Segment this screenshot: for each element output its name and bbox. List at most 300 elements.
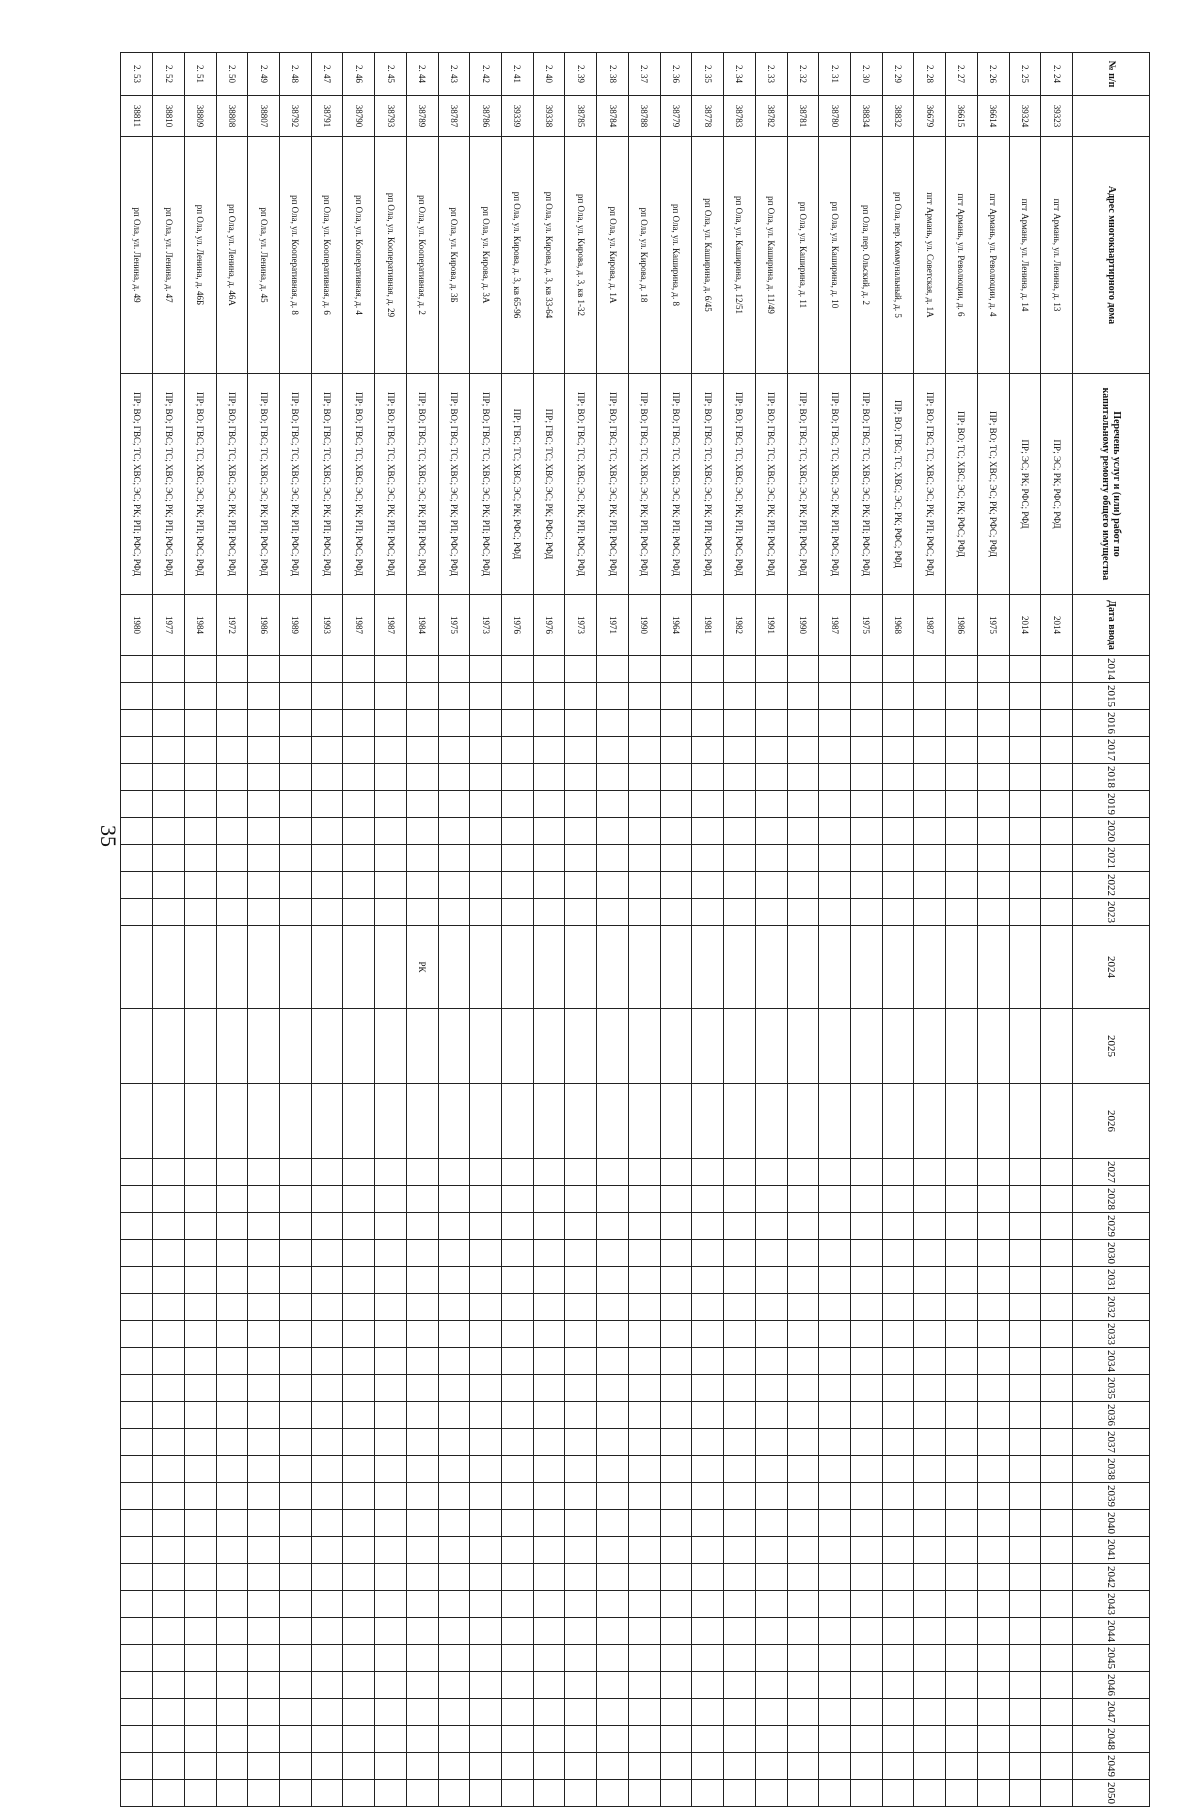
year-cell [153, 1186, 185, 1213]
year-cell [1041, 1186, 1073, 1213]
table-row [660, 53, 692, 1807]
house-id: 39339 [502, 96, 534, 137]
year-cell [850, 1186, 882, 1213]
year-cell [121, 818, 153, 845]
year-cell [597, 1213, 629, 1240]
year-cell [184, 1456, 216, 1483]
year-cell [121, 1672, 153, 1699]
year-cell [438, 683, 470, 710]
year-cell [280, 1159, 312, 1186]
house-id: 36615 [946, 96, 978, 137]
year-cell [946, 1402, 978, 1429]
year-cell [755, 1213, 787, 1240]
year-cell [597, 872, 629, 899]
house-id: 38789 [406, 96, 438, 137]
year-cell [977, 1753, 1009, 1780]
year-cell [692, 1618, 724, 1645]
year-cell [1041, 1321, 1073, 1348]
year-cell [311, 1537, 343, 1564]
year-cell [977, 710, 1009, 737]
header-year: 2048 [1073, 1726, 1150, 1753]
year-cell [153, 1672, 185, 1699]
year-cell [470, 656, 502, 683]
year-cell [470, 1510, 502, 1537]
year-cell [153, 1375, 185, 1402]
year-cell [628, 1672, 660, 1699]
year-cell [438, 764, 470, 791]
year-cell [375, 1780, 407, 1807]
year-cell [406, 899, 438, 926]
year-cell [882, 1240, 914, 1267]
year-cell [470, 710, 502, 737]
year-cell [692, 818, 724, 845]
year-cell [597, 710, 629, 737]
year-cell [977, 1084, 1009, 1159]
year-cell [184, 1267, 216, 1294]
header-year: 2045 [1073, 1645, 1150, 1672]
year-cell [311, 1753, 343, 1780]
year-cell [216, 656, 248, 683]
table-row [470, 53, 502, 1807]
year-cell [946, 1780, 978, 1807]
year-cell [533, 1780, 565, 1807]
year-cell [787, 1240, 819, 1267]
year-cell [787, 1348, 819, 1375]
year-cell [660, 683, 692, 710]
commission-year: 1975 [438, 595, 470, 656]
year-cell [406, 1084, 438, 1159]
year-cell [628, 1009, 660, 1084]
year-cell [882, 1267, 914, 1294]
year-cell [628, 1159, 660, 1186]
house-address: рп Ола, ул. Каширина, д. 6/45 [692, 137, 724, 374]
year-cell [1009, 764, 1041, 791]
year-cell [660, 656, 692, 683]
year-cell [882, 791, 914, 818]
year-cell [216, 1456, 248, 1483]
house-id: 38811 [121, 96, 153, 137]
year-cell [819, 1753, 851, 1780]
year-cell [216, 1348, 248, 1375]
year-cell [311, 1726, 343, 1753]
year-cell [850, 1726, 882, 1753]
year-cell [184, 1699, 216, 1726]
year-cell [597, 1186, 629, 1213]
row-number: 2. 26 [977, 53, 1009, 96]
year-cell [153, 1267, 185, 1294]
year-cell [343, 1699, 375, 1726]
works-list: ПР; ВО; ГВС; ТС; ХВС; ЭС; РК; РП; РФС; РФД [121, 374, 153, 595]
year-cell [533, 1429, 565, 1456]
year-cell [565, 1699, 597, 1726]
year-cell [121, 1726, 153, 1753]
year-cell [1041, 1348, 1073, 1375]
year-cell [660, 845, 692, 872]
year-cell [565, 1456, 597, 1483]
year-cell [755, 1348, 787, 1375]
year-cell [121, 1321, 153, 1348]
year-cell [660, 1645, 692, 1672]
year-cell [755, 1429, 787, 1456]
year-cell [819, 710, 851, 737]
year-cell [628, 1186, 660, 1213]
row-number: 2. 35 [692, 53, 724, 96]
year-cell [692, 1645, 724, 1672]
year-cell [438, 1321, 470, 1348]
year-cell [724, 1159, 756, 1186]
year-cell [660, 872, 692, 899]
year-cell [438, 1699, 470, 1726]
year-cell [850, 1483, 882, 1510]
year-cell [216, 899, 248, 926]
year-cell [533, 1402, 565, 1429]
header-works: Перечень услуг и (или) работ по капитальному ремонту общего имущества [1073, 374, 1150, 595]
year-cell [375, 1240, 407, 1267]
year-cell [470, 1294, 502, 1321]
year-cell [121, 926, 153, 1009]
works-list: ПР; ВО; ГВС; ТС; ХВС; ЭС; РК; РП; РФС; РФД [375, 374, 407, 595]
year-cell [755, 791, 787, 818]
year-cell [660, 791, 692, 818]
year-cell [946, 1240, 978, 1267]
year-cell [882, 1564, 914, 1591]
year-cell [248, 791, 280, 818]
year-cell [343, 1537, 375, 1564]
year-cell [914, 818, 946, 845]
year-cell [375, 1159, 407, 1186]
year-cell [850, 737, 882, 764]
year-cell [1041, 1402, 1073, 1429]
year-cell [882, 1321, 914, 1348]
year-cell [977, 1699, 1009, 1726]
year-cell [1009, 683, 1041, 710]
year-cell [438, 872, 470, 899]
header-year: 2021 [1073, 845, 1150, 872]
year-cell [311, 1564, 343, 1591]
works-list: ПР; ВО; ГВС; ТС; ХВС; ЭС; РК; РП; РФС; РФД [914, 374, 946, 595]
year-cell [597, 1591, 629, 1618]
year-cell [819, 926, 851, 1009]
year-cell [153, 1348, 185, 1375]
year-cell [755, 764, 787, 791]
year-cell [724, 1618, 756, 1645]
year-cell [311, 1186, 343, 1213]
works-list: ПР; ВО; ГВС; ТС; ХВС; ЭС; РК; РП; РФС; РФД [628, 374, 660, 595]
year-cell [153, 845, 185, 872]
year-cell [406, 1510, 438, 1537]
year-cell [692, 845, 724, 872]
year-cell [121, 1780, 153, 1807]
year-cell [628, 1483, 660, 1510]
year-cell [819, 1645, 851, 1672]
year-cell [1009, 1294, 1041, 1321]
year-cell [280, 683, 312, 710]
year-cell [914, 1645, 946, 1672]
year-cell [977, 1186, 1009, 1213]
year-cell [216, 1699, 248, 1726]
year-cell [1009, 1672, 1041, 1699]
year-cell [311, 1483, 343, 1510]
year-cell [375, 1084, 407, 1159]
year-cell [755, 926, 787, 1009]
year-cell [660, 899, 692, 926]
year-cell [660, 1429, 692, 1456]
year-cell [724, 1186, 756, 1213]
year-cell [692, 1159, 724, 1186]
year-cell [184, 764, 216, 791]
year-cell [438, 818, 470, 845]
year-cell [343, 1753, 375, 1780]
house-address: рп Ола, ул. Каширина, д. 11 [787, 137, 819, 374]
year-cell [533, 1348, 565, 1375]
year-cell [216, 1483, 248, 1510]
year-cell [280, 791, 312, 818]
year-cell [121, 1009, 153, 1084]
house-id: 36614 [977, 96, 1009, 137]
house-id: 38778 [692, 96, 724, 137]
year-cell [216, 1375, 248, 1402]
year-cell [375, 1483, 407, 1510]
year-cell [977, 818, 1009, 845]
year-cell [311, 764, 343, 791]
commission-year: 1984 [184, 595, 216, 656]
year-cell [660, 1375, 692, 1402]
year-cell [311, 899, 343, 926]
year-cell [946, 1753, 978, 1780]
year-cell [470, 1267, 502, 1294]
year-cell [660, 1726, 692, 1753]
row-number: 2. 41 [502, 53, 534, 96]
year-cell [406, 710, 438, 737]
year-cell [850, 1456, 882, 1483]
year-cell [597, 1537, 629, 1564]
year-cell [850, 1009, 882, 1084]
year-cell [1009, 1618, 1041, 1645]
year-cell [1041, 1591, 1073, 1618]
year-cell [533, 845, 565, 872]
year-cell [438, 1537, 470, 1564]
year-cell [597, 1753, 629, 1780]
house-address: рп Ола, ул. Каширина, д. 10 [819, 137, 851, 374]
year-cell [184, 1084, 216, 1159]
year-cell [121, 1456, 153, 1483]
year-cell [438, 1375, 470, 1402]
year-cell [946, 1564, 978, 1591]
year-cell [819, 1186, 851, 1213]
year-cell [470, 818, 502, 845]
year-cell [248, 1672, 280, 1699]
header-year: 2022 [1073, 872, 1150, 899]
row-number: 2. 48 [280, 53, 312, 96]
year-cell [533, 1483, 565, 1510]
year-cell [470, 1429, 502, 1456]
year-cell [248, 1348, 280, 1375]
year-cell [1009, 1375, 1041, 1402]
year-cell [850, 1618, 882, 1645]
year-cell [470, 1240, 502, 1267]
commission-year: 1990 [628, 595, 660, 656]
year-cell [406, 845, 438, 872]
year-cell [375, 1402, 407, 1429]
year-cell [882, 1402, 914, 1429]
header-year: 2030 [1073, 1240, 1150, 1267]
year-cell [406, 1699, 438, 1726]
works-list: ПР; ВО; ГВС; ТС; ХВС; ЭС; РК; РП; РФС; РФД [153, 374, 185, 595]
year-cell [565, 683, 597, 710]
rotated-table-frame [120, 52, 1150, 1804]
year-cell [565, 818, 597, 845]
year-cell [248, 1456, 280, 1483]
year-cell [470, 1483, 502, 1510]
year-cell [660, 1672, 692, 1699]
year-cell [946, 1321, 978, 1348]
year-cell [1009, 926, 1041, 1009]
year-cell [755, 1618, 787, 1645]
year-cell [311, 1294, 343, 1321]
year-cell [311, 1348, 343, 1375]
year-cell [660, 737, 692, 764]
year-cell [628, 1780, 660, 1807]
year-cell [565, 1510, 597, 1537]
year-cell [502, 1753, 534, 1780]
year-cell [502, 845, 534, 872]
year-cell [406, 1753, 438, 1780]
header-year: 2039 [1073, 1483, 1150, 1510]
year-cell [914, 1186, 946, 1213]
works-list: ПР; ГВС; ТС; ХВС; ЭС; РК; РФС; РФД [502, 374, 534, 595]
commission-year: 1987 [343, 595, 375, 656]
year-cell [628, 1645, 660, 1672]
year-cell [280, 1009, 312, 1084]
year-cell [248, 1213, 280, 1240]
year-cell [1041, 1510, 1073, 1537]
year-cell [565, 1294, 597, 1321]
year-cell [216, 818, 248, 845]
year-cell [692, 656, 724, 683]
year-cell [502, 1294, 534, 1321]
year-cell [375, 1591, 407, 1618]
house-address: рп Ола, ул. Кооперативная, д. 2 [406, 137, 438, 374]
year-cell [533, 764, 565, 791]
year-cell [248, 1402, 280, 1429]
year-cell [502, 1084, 534, 1159]
year-cell [438, 1009, 470, 1084]
year-cell [1041, 1159, 1073, 1186]
year-cell [692, 1699, 724, 1726]
year-cell [343, 1618, 375, 1645]
year-cell [280, 1240, 312, 1267]
year-cell [819, 1672, 851, 1699]
year-cell [248, 926, 280, 1009]
table-row [565, 53, 597, 1807]
year-cell [755, 1375, 787, 1402]
year-cell [977, 1321, 1009, 1348]
house-address: рп Ола, ул. Каширина, д. 8 [660, 137, 692, 374]
year-cell [406, 1186, 438, 1213]
year-cell [660, 1753, 692, 1780]
year-cell [565, 1186, 597, 1213]
year-cell [502, 1402, 534, 1429]
year-cell [787, 1618, 819, 1645]
year-cell [184, 791, 216, 818]
year-cell [914, 1672, 946, 1699]
year-cell [533, 1294, 565, 1321]
year-cell [660, 1009, 692, 1084]
year-cell [946, 1510, 978, 1537]
year-cell [406, 683, 438, 710]
year-cell [153, 656, 185, 683]
house-id: 38781 [787, 96, 819, 137]
row-number: 2. 29 [882, 53, 914, 96]
year-cell [343, 737, 375, 764]
year-cell [724, 683, 756, 710]
year-cell [343, 656, 375, 683]
year-cell [755, 1726, 787, 1753]
year-cell [216, 1726, 248, 1753]
year-cell [153, 1429, 185, 1456]
table-row [438, 53, 470, 1807]
table-row [248, 53, 280, 1807]
year-cell [502, 1780, 534, 1807]
year-cell [121, 1591, 153, 1618]
year-cell [628, 1753, 660, 1780]
year-cell [724, 1591, 756, 1618]
year-cell [787, 710, 819, 737]
year-cell [755, 1240, 787, 1267]
table-row [184, 53, 216, 1807]
year-cell [438, 1726, 470, 1753]
year-cell [343, 1348, 375, 1375]
year-cell [977, 1402, 1009, 1429]
house-id: 38787 [438, 96, 470, 137]
header-year: 2026 [1073, 1084, 1150, 1159]
table-row [406, 53, 438, 1807]
year-cell [406, 1402, 438, 1429]
year-cell [533, 1186, 565, 1213]
year-cell [660, 1456, 692, 1483]
year-cell [248, 1009, 280, 1084]
year-cell [819, 1084, 851, 1159]
header-year: 2028 [1073, 1186, 1150, 1213]
house-address: рп Ола, ул. Кирова, д. 1А [597, 137, 629, 374]
house-address: рп Ола, ул. Кирова, д. 3Б [438, 137, 470, 374]
year-cell [565, 1240, 597, 1267]
year-cell [311, 926, 343, 1009]
year-cell [153, 1780, 185, 1807]
year-cell [343, 818, 375, 845]
year-cell [565, 1402, 597, 1429]
year-cell [914, 1240, 946, 1267]
year-cell [375, 1294, 407, 1321]
house-address: пгт Армань, ул. Советская, д. 1А [914, 137, 946, 374]
year-cell [216, 1213, 248, 1240]
year-cell [1041, 1753, 1073, 1780]
year-cell [692, 1429, 724, 1456]
year-cell [153, 899, 185, 926]
year-cell [565, 656, 597, 683]
year-cell [819, 683, 851, 710]
year-cell [248, 1645, 280, 1672]
works-list: ПР; ВО; ГВС; ТС; ХВС; ЭС; РК; РП; РФС; РФД [597, 374, 629, 595]
house-id: 38834 [850, 96, 882, 137]
year-cell [787, 656, 819, 683]
year-cell [692, 1294, 724, 1321]
year-cell [375, 737, 407, 764]
year-cell [597, 1645, 629, 1672]
year-cell [470, 1726, 502, 1753]
year-cell [882, 1537, 914, 1564]
year-cell [502, 1726, 534, 1753]
